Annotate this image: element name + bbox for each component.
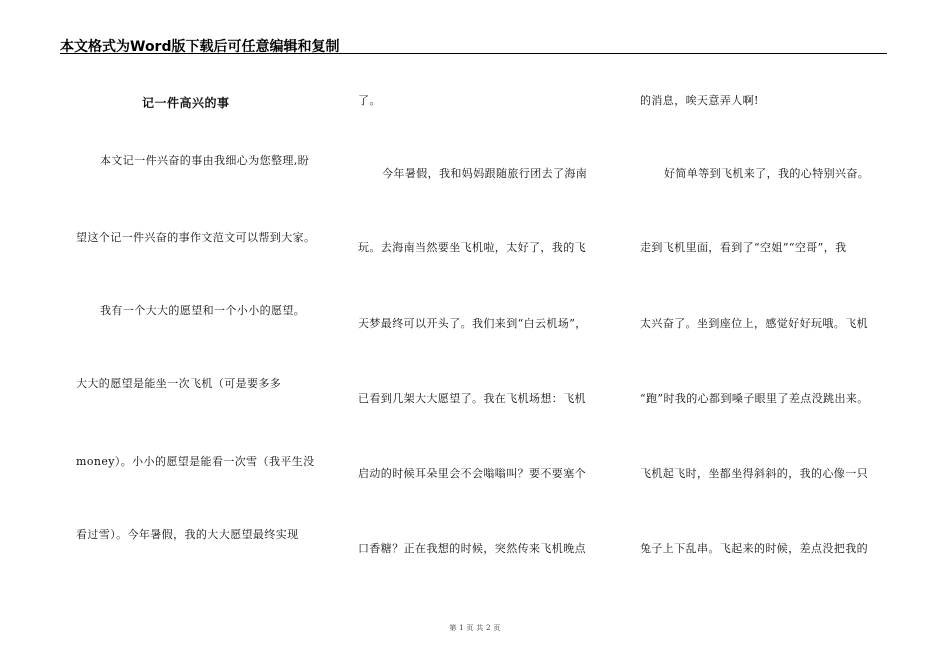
- text-line: 了。: [358, 94, 381, 107]
- article-title: 记一件高兴的事: [142, 96, 230, 110]
- text-line: 兔子上下乱串。飞起来的时候，差点没把我的: [640, 542, 868, 555]
- text-line: 天梦最终可以开头了。我们来到“白云机场”，: [358, 317, 587, 330]
- page-number: 第 1 页 共 2 页: [449, 624, 501, 632]
- text-line: 口香糖？正在我想的时候，突然传来飞机晚点: [358, 542, 586, 555]
- text-line: 望这个记一件兴奋的事作文范文可以帮到大家。: [76, 231, 316, 244]
- text-line: 的消息，唉天意弄人啊!: [640, 94, 759, 107]
- text-line: money）。小小的愿望是能看一次雪（我平生没: [76, 455, 315, 468]
- text-line: 太兴奋了。坐到座位上，感觉好好玩哦。飞机: [640, 317, 868, 330]
- text-line: 我有一个大大的愿望和一个小小的愿望。: [100, 304, 306, 317]
- text-line: 大大的愿望是能坐一次飞机（可是要多多: [76, 377, 282, 390]
- header-divider: [60, 53, 887, 54]
- text-line: “跑”时我的心都到嗓子眼里了差点没跳出来。: [640, 392, 869, 405]
- text-line: 玩。去海南当然要坐飞机啦，太好了，我的飞: [358, 241, 586, 254]
- text-line: 好简单等到飞机来了，我的心特别兴奋。: [664, 167, 870, 180]
- text-line: 看过雪）。今年暑假，我的大大愿望最终实现: [76, 528, 299, 541]
- document-header: 本文格式为Word版下载后可任意编辑和复制: [60, 39, 340, 55]
- text-line: 飞机起飞时，坐都坐得斜斜的，我的心像一只: [640, 467, 868, 480]
- text-line: 本文记一件兴奋的事由我细心为您整理,盼: [100, 154, 310, 167]
- text-line: 启动的时候耳朵里会不会嗡嗡叫？要不要塞个: [358, 467, 586, 480]
- text-line: 走到飞机里面，看到了“空姐”“空哥”，我: [640, 241, 847, 254]
- text-line: 今年暑假，我和妈妈跟随旅行团去了海南: [382, 167, 588, 180]
- text-line: 已看到几架大大愿望了。我在飞机场想：飞机: [358, 392, 586, 405]
